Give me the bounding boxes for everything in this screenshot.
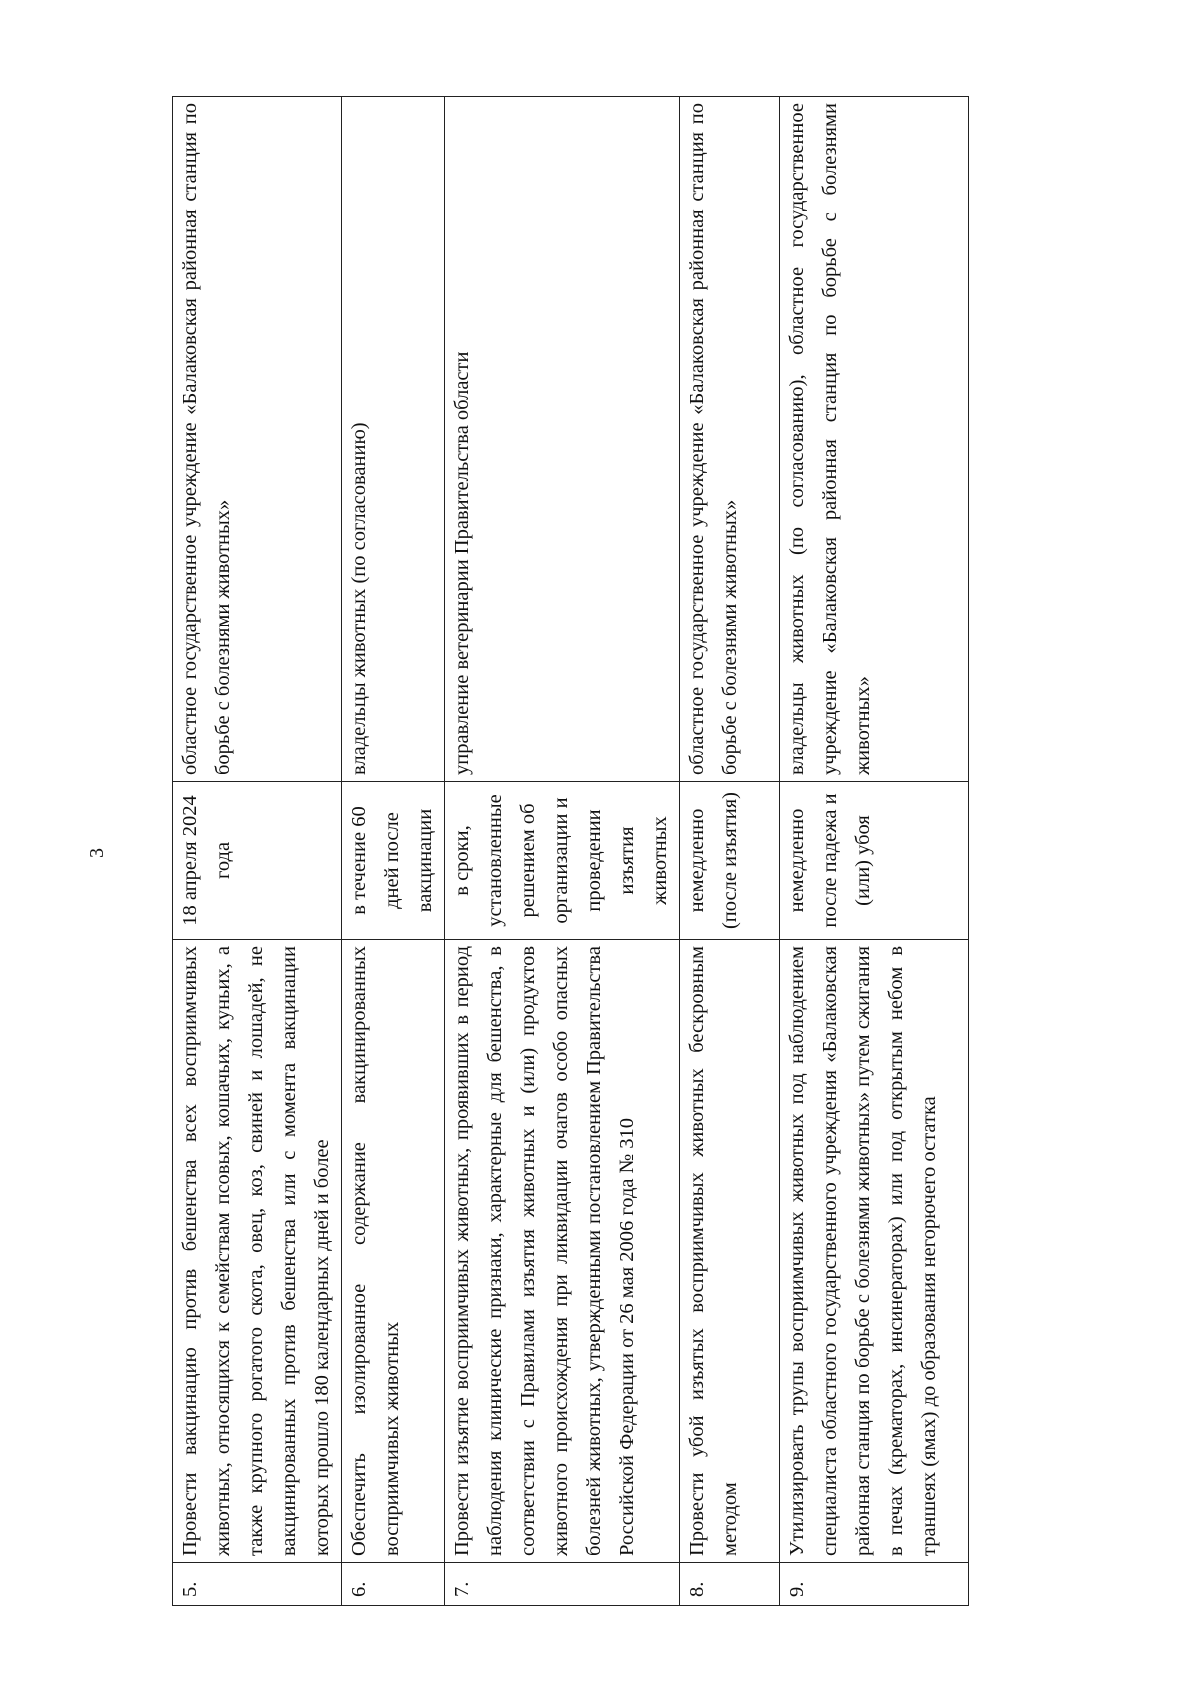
term-cell: 18 апреля 2024 года	[173, 782, 342, 940]
responsible-cell: управление ветеринарии Правительства области	[445, 97, 680, 782]
table-row	[680, 97, 780, 1606]
table-row	[780, 97, 969, 1606]
page-number: 3	[86, 848, 108, 858]
task-cell: Провести изъятие восприимчивых животных, проявивших в период наблюдения клинические признаки, характерные для бешенства, в соответствии с Правилами изъятия животных и (или) продуктов животного происхождения при ликвидации очагов особо опасных болезней животных, утвержденными постановлением Правительства Российской Федерации от 26 мая 2006 года № 310	[445, 940, 680, 1563]
row-number: 8.	[680, 1563, 780, 1606]
task-cell: Обеспечить изолированное содержание вакцинированных восприимчивых животных	[342, 940, 445, 1563]
task-cell: Провести вакцинацию против бешенства всех восприимчивых животных, относящихся к семействам псовых, кошачьих, куньих, а также крупного рогатого скота, овец, коз, свиней и лошадей, не вакцинированных против бешенства или с момента вакцинации которых прошло 180 календарных дней и более	[173, 940, 342, 1563]
responsible-cell: областное государственное учреждение «Балаковская районная станция по борьбе с болезнями животных»	[173, 97, 342, 782]
row-number: 7.	[445, 1563, 680, 1606]
table-row	[342, 97, 445, 1606]
responsible-cell: владельцы животных (по согласованию)	[342, 97, 445, 782]
term-cell: в течение 60 дней после вакцинации	[342, 782, 445, 940]
task-cell: Провести убой изъятых восприимчивых животных бескровным методом	[680, 940, 780, 1563]
row-number: 5.	[173, 1563, 342, 1606]
row-number: 6.	[342, 1563, 445, 1606]
term-cell: немедленно (после изъятия)	[680, 782, 780, 940]
task-cell: Утилизировать трупы восприимчивых животных под наблюдением специалиста областного государственного учреждения «Балаковская районная станция по борьбе с болезнями животных» путем сжигания в печах (крематорах, инсинераторах) или под открытым небом в траншеях (ямах) до образования негорючего остатка	[780, 940, 969, 1563]
term-cell: немедленно после падежа и (или) убоя	[780, 782, 969, 940]
table-row	[173, 97, 342, 1606]
responsible-cell: областное государственное учреждение «Балаковская районная станция по борьбе с болезнями животных»	[680, 97, 780, 782]
row-number: 9.	[780, 1563, 969, 1606]
table-row	[445, 97, 680, 1606]
term-cell: в сроки, установленные решением об организации и проведении изъятия животных	[445, 782, 680, 940]
measures-table	[172, 96, 969, 1606]
rotated-table-container	[172, 97, 944, 1606]
responsible-cell: владельцы животных (по согласованию), областное государственное учреждение «Балаковская районная станция по борьбе с болезнями животных»	[780, 97, 969, 782]
